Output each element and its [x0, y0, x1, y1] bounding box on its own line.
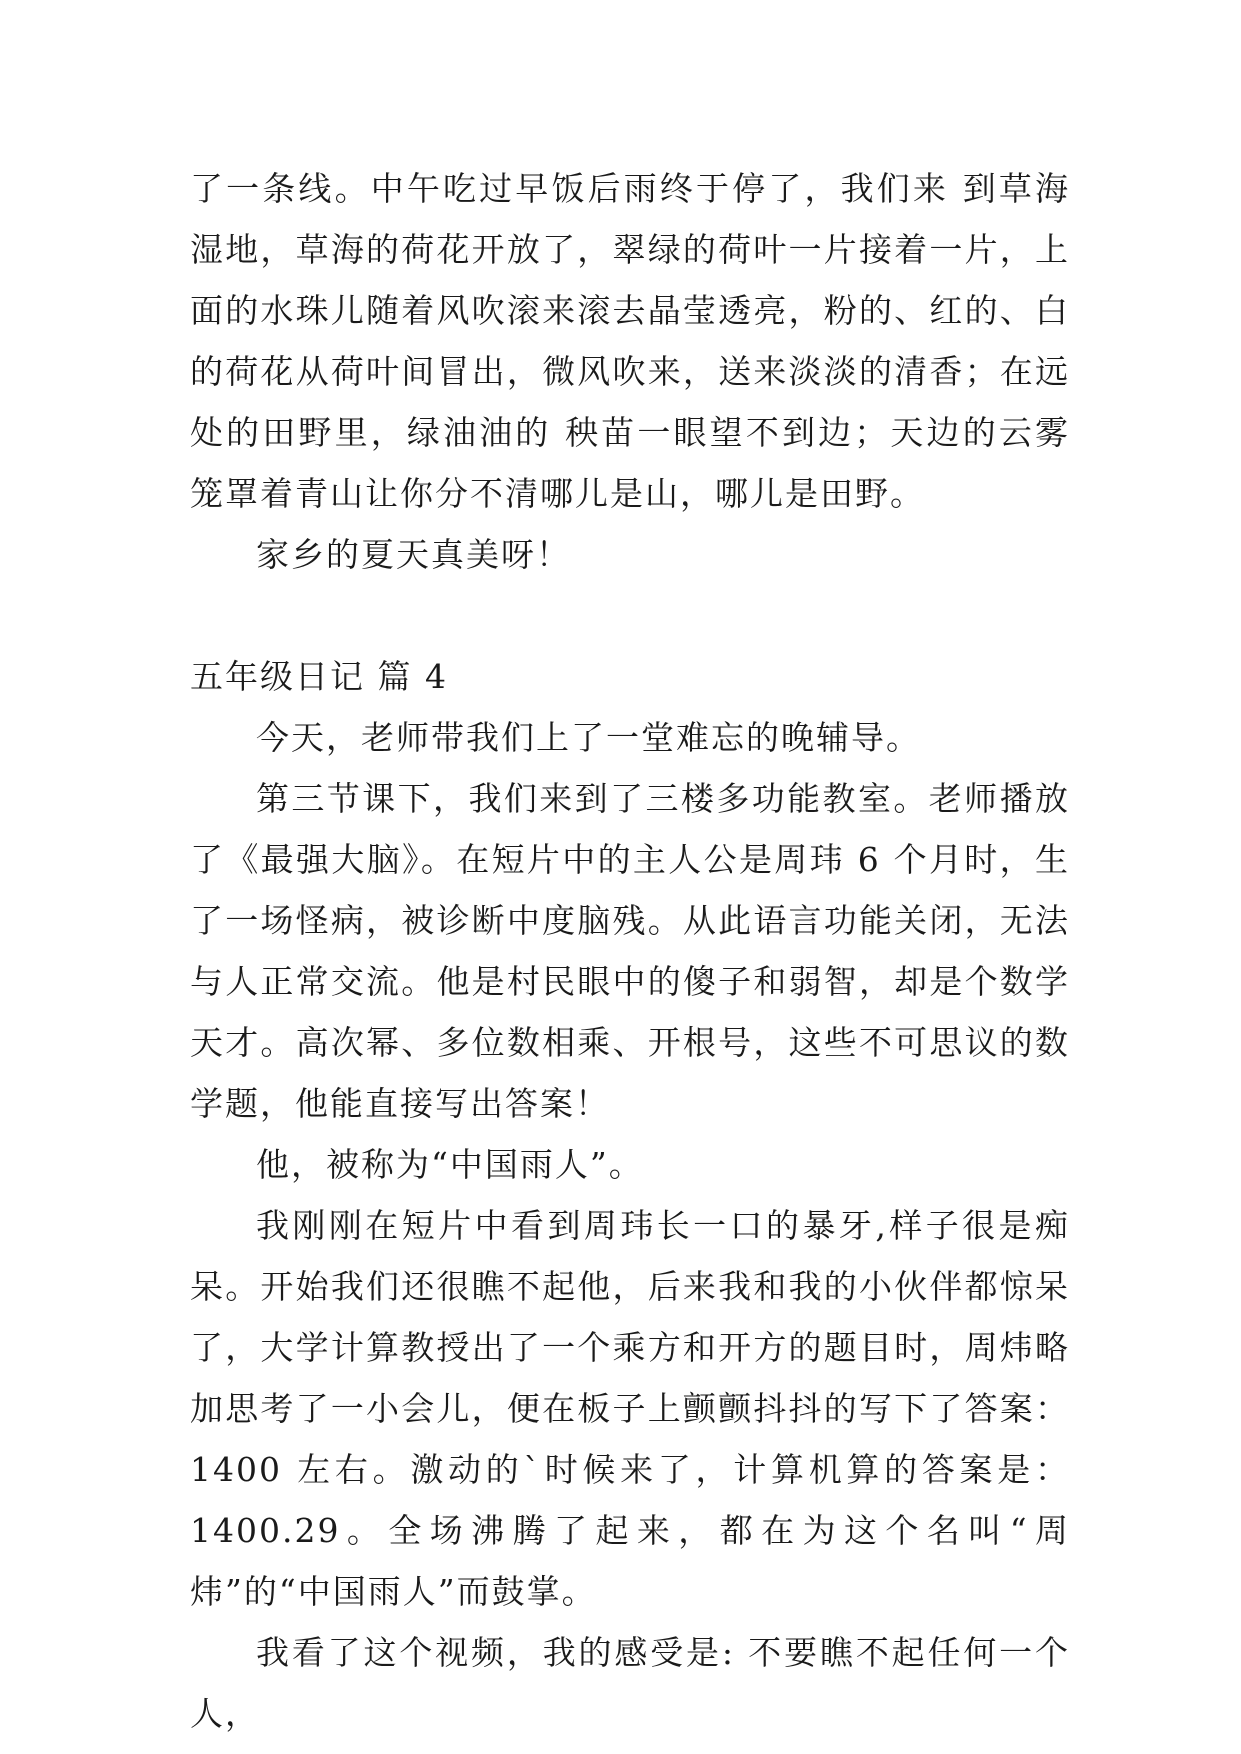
paragraph-summer-beautiful: 家乡的夏天真美呀！ [256, 535, 571, 574]
section-title: 五年级日记 篇 4 [190, 657, 448, 696]
paragraph-third-class: 第三节课下，我们来到了三楼多功能教室。老师播放了《最强大脑》。在短片中的主人公是周玮 6 个月时，生了一场怪病，被诊断中度脑残。从此语言功能关闭，无法与人正常交流。他是村民眼中的傻子和弱智，却是个数学天才。高次幂、多位数相乘、开根号，这些不可思议的数学题，他能直接写出答案！ [190, 779, 1070, 1123]
paragraph-today: 今天，老师带我们上了一堂难忘的晚辅导。 [256, 718, 921, 757]
document-body [190, 158, 1070, 1744]
paragraph-continued: 了一条线。中午吃过早饭后雨终于停了，我们来 到草海湿地，草海的荷花开放了，翠绿的荷叶一片接着一片，上面的水珠儿随着风吹滚来滚去晶莹透亮，粉的、红的、白的荷花从荷叶间冒出，微风吹来，送来淡淡的清香；在远处的田野里，绿油油的 秧苗一眼望不到边；天边的云雾笼罩着青山让你分不清哪儿是山，哪儿是田野。 [190, 169, 1070, 513]
paragraph-short-film: 我刚刚在短片中看到周玮长一口的暴牙,样子很是痴呆。开始我们还很瞧不起他，后来我和我的小伙伴都惊呆了，大学计算教授出了一个乘方和开方的题目时，周炜略加思考了一小会儿，便在板子上颤颤抖抖的写下了答案：1400 左右。激动的`时候来了，计算机算的答案是：1400.29。全场沸腾了起来，都在为这个名叫“周炜”的“中国雨人”而鼓掌。 [190, 1206, 1070, 1611]
section-spacer [190, 585, 1070, 646]
paragraph-rain-man: 他，被称为“中国雨人”。 [256, 1145, 644, 1184]
paragraph-feeling: 我看了这个视频，我的感受是: 不要瞧不起任何一个人， [190, 1633, 1070, 1733]
